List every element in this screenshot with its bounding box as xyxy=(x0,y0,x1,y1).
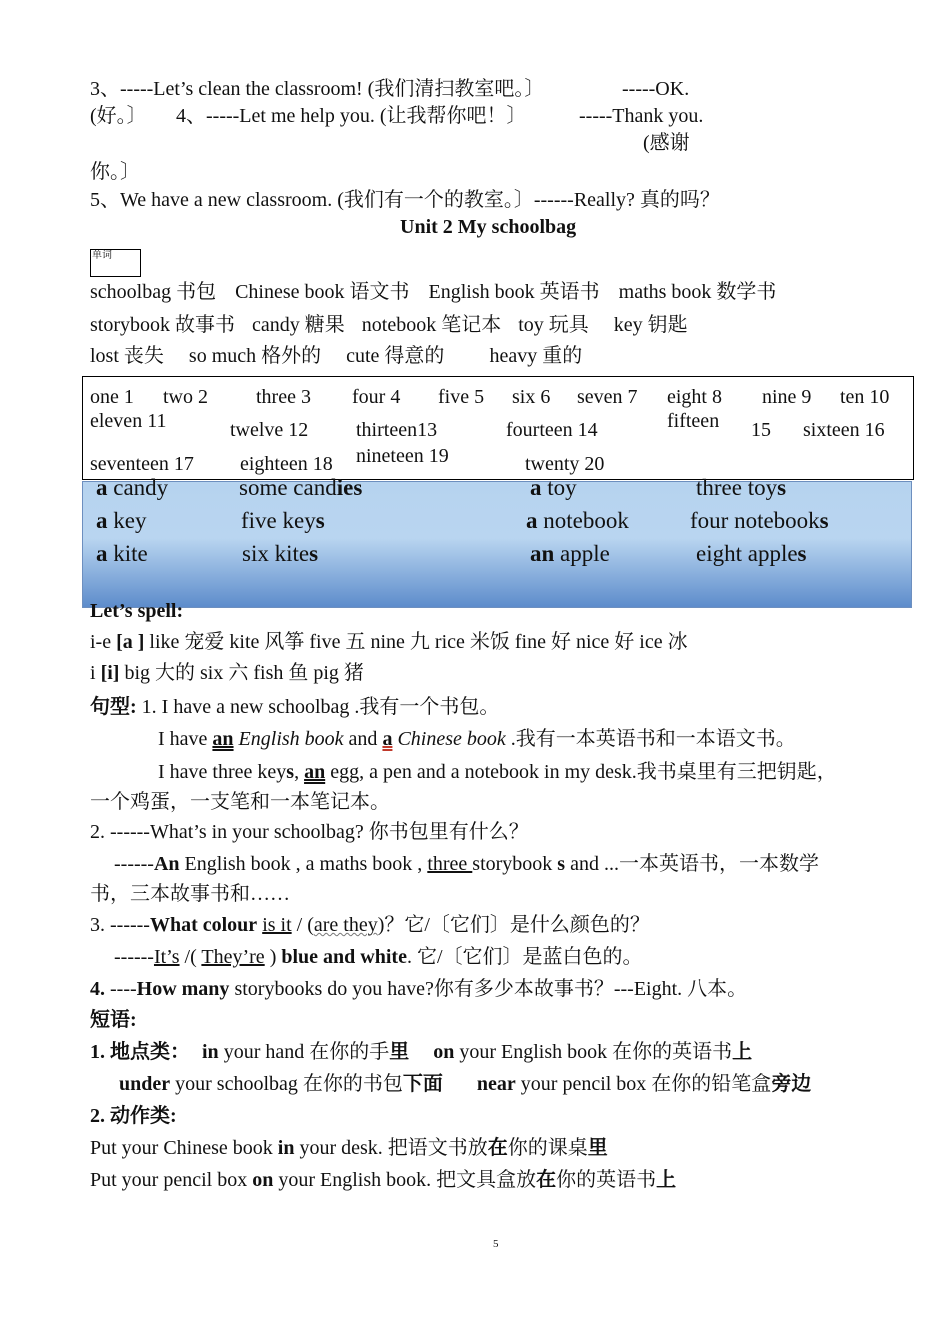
number-four: four 4 xyxy=(352,386,401,408)
vocab-tag-label: 单词 xyxy=(92,250,112,261)
text: 1. 地点类： xyxy=(90,1041,190,1063)
vocab-item: schoolbag 书包 xyxy=(90,281,217,303)
vocab-item: English book 英语书 xyxy=(428,281,600,303)
plural-ending: s xyxy=(797,541,807,566)
sentences-label: 句型: xyxy=(90,696,137,718)
singular-word: toy xyxy=(541,475,577,500)
text: ------ xyxy=(114,853,154,875)
text: 3. ------ xyxy=(90,914,150,936)
dialogue-3 xyxy=(90,77,544,101)
vocab-item: toy 玩具 xyxy=(518,314,589,336)
phrases-action-label: 2. 动作类: xyxy=(90,1105,177,1127)
plural-base: some cand xyxy=(239,475,337,500)
text: 你的英语书 xyxy=(556,1169,657,1191)
plural-ending: s xyxy=(552,853,566,875)
sentence-3-question xyxy=(90,913,650,937)
text: blue and white xyxy=(281,946,407,968)
text: )？它/〔它们〕是什么颜色的？ xyxy=(377,914,650,936)
vocab-item: maths book 数学书 xyxy=(618,281,777,303)
phrases-label: 短语: xyxy=(90,1009,137,1031)
plural-ending: s xyxy=(315,508,325,533)
text: 4. xyxy=(90,978,105,1000)
text: three xyxy=(427,853,473,875)
phrase-put-2 xyxy=(90,1168,676,1192)
dialogue-4-reply-cn-a: (感谢 xyxy=(643,132,690,154)
plural-form xyxy=(690,507,829,535)
plural-ending: ies xyxy=(336,475,363,500)
vocab-item: key 钥匙 xyxy=(613,314,688,336)
text: 下面 xyxy=(402,1073,443,1095)
plural-form xyxy=(696,540,807,568)
number-nineteen: nineteen 19 xyxy=(356,445,449,467)
text: your desk. 把语文书放 xyxy=(294,1137,488,1159)
spell-i-prefix: i xyxy=(90,662,101,684)
text: ---- xyxy=(105,978,137,1000)
singular-word: key xyxy=(107,508,147,533)
plural-ending: s xyxy=(819,508,829,533)
spell-ie-sound: [a ] xyxy=(116,631,145,653)
phrases-location-line-2 xyxy=(119,1072,811,1096)
plural-form xyxy=(241,507,325,535)
text: ) xyxy=(264,946,282,968)
text: /( xyxy=(179,946,202,968)
number-sixteen: sixteen 16 xyxy=(803,419,885,441)
spell-ie-prefix: i-e xyxy=(90,631,117,653)
plural-singular xyxy=(96,474,168,502)
text: How many xyxy=(136,978,230,1000)
plural-base: six kite xyxy=(242,541,310,566)
text: 里 xyxy=(587,1137,608,1159)
plural-base: three toy xyxy=(696,475,778,500)
text: .我有一本英语书和一本语文书。 xyxy=(505,728,796,750)
number-two: two 2 xyxy=(163,386,208,408)
dialogue-5: 5、We have a new classroom. (我们有一个的教室。〕------Really? 真的吗？ xyxy=(90,189,720,211)
text: in xyxy=(202,1041,219,1063)
text: It’s xyxy=(153,946,180,968)
text: ------ xyxy=(114,946,154,968)
text: English book xyxy=(233,728,344,750)
sentence-2-question: 2. ------What’s in your schoolbag? 你书包里有什么？ xyxy=(90,821,529,843)
text: egg, a pen and a notebook in my desk.我书桌里有三把钥匙， xyxy=(325,761,837,783)
text: 你的课桌 xyxy=(507,1137,588,1159)
text: 上 xyxy=(732,1041,753,1063)
dialogue-3-text: 3、-----Let’s clean the classroom! (我们清扫教室吧。〕 xyxy=(90,78,545,100)
vocab-item: notebook 笔记本 xyxy=(361,314,502,336)
vocab-line-2 xyxy=(90,313,688,337)
spell-i-line xyxy=(90,661,364,685)
vocab-item: Chinese book 语文书 xyxy=(235,281,410,303)
text: 在 xyxy=(536,1169,557,1191)
article: an xyxy=(530,541,555,566)
spell-ie-line xyxy=(90,630,688,654)
text: on xyxy=(433,1041,455,1063)
singular-word: apple xyxy=(554,541,610,566)
vocab-line-3 xyxy=(90,344,582,368)
spell-title: Let’s spell: xyxy=(90,600,184,622)
plural-form xyxy=(242,540,318,568)
number-nine: nine 9 xyxy=(762,386,812,408)
text: and ...一本英语书，一本数学 xyxy=(565,853,819,875)
vocab-line-1 xyxy=(90,280,776,304)
dialogue-4: 4、-----Let me help you. (让我帮你吧！〕 xyxy=(176,105,527,127)
sentence-2-answer xyxy=(114,852,819,876)
text: is it xyxy=(262,914,292,936)
plural-ending: s xyxy=(286,761,295,783)
article: a xyxy=(96,508,108,533)
text: your pencil box 在你的铅笔盒 xyxy=(515,1073,772,1095)
plural-singular xyxy=(526,507,629,535)
sentence-1c xyxy=(158,760,837,784)
text: your hand 在你的手 xyxy=(218,1041,390,1063)
text: I have three key xyxy=(158,761,287,783)
text: storybooks do you have?你有多少本故事书？---Eight. 八本。 xyxy=(229,978,748,1000)
spell-i-words: big 大的 six 六 fish 鱼 pig 猪 xyxy=(119,662,364,684)
number-seven: seven 7 xyxy=(577,386,638,408)
text: your English book. 把文具盒放 xyxy=(273,1169,537,1191)
number-twelve: twelve 12 xyxy=(230,419,309,441)
sentence-1 xyxy=(90,695,499,719)
text: 上 xyxy=(656,1169,677,1191)
text: Put your Chinese book xyxy=(90,1137,278,1159)
number-ten: ten 10 xyxy=(840,386,890,408)
number-eighteen: eighteen 18 xyxy=(240,453,333,475)
unit-title: Unit 2 My schoolbag xyxy=(400,216,577,238)
singular-word: kite xyxy=(107,541,148,566)
dialogue-4-reply: -----Thank you. xyxy=(579,105,704,127)
vocab-item: storybook 故事书 xyxy=(90,314,235,336)
plural-singular xyxy=(530,474,577,502)
article-an: an xyxy=(304,761,326,783)
spell-i-sound: [i] xyxy=(100,662,120,684)
vocab-tag-box xyxy=(90,249,141,277)
text: What colour xyxy=(149,914,258,936)
text: / ( xyxy=(291,914,314,936)
number-five: five 5 xyxy=(438,386,485,408)
article: a xyxy=(96,541,108,566)
vocab-item: cute 得意的 xyxy=(346,345,445,367)
plural-ending: s xyxy=(309,541,319,566)
article: a xyxy=(96,475,108,500)
text: in xyxy=(277,1137,295,1159)
text: English book , a maths book , xyxy=(179,853,428,875)
sentence-text: 1. I have a new schoolbag .我有一个书包。 xyxy=(136,696,500,718)
vocab-item: so much 格外的 xyxy=(188,345,322,367)
plural-singular xyxy=(96,507,146,535)
text: your English book 在你的英语书 xyxy=(454,1041,733,1063)
dialogue-3-reply: -----OK. xyxy=(622,78,690,100)
spell-ie-words: like 宠爱 kite 风筝 five 五 nine 九 rice 米饭 fine 好 nice 好 ice 冰 xyxy=(144,631,688,653)
text: Put your pencil box xyxy=(90,1169,253,1191)
plural-base: five key xyxy=(241,508,316,533)
plural-singular xyxy=(96,540,148,568)
number-fifteen-num: 15 xyxy=(751,419,771,441)
text: storybook xyxy=(472,853,553,875)
article-an: an xyxy=(212,728,234,750)
number-fifteen-word: fifteen xyxy=(667,410,720,432)
plural-base: four notebook xyxy=(690,508,820,533)
number-six: six 6 xyxy=(512,386,551,408)
number-twenty: twenty 20 xyxy=(525,453,605,475)
sentence-4 xyxy=(90,977,747,1001)
text: your schoolbag 在你的书包 xyxy=(170,1073,403,1095)
vocab-item: heavy 重的 xyxy=(489,345,583,367)
sentence-1c-cont: 一个鸡蛋，一支笔和一本笔记本。 xyxy=(90,791,390,813)
text: 里 xyxy=(389,1041,410,1063)
number-three: three 3 xyxy=(256,386,311,408)
plural-ending: s xyxy=(777,475,787,500)
sentence-1b xyxy=(158,727,796,751)
text: I have xyxy=(158,728,213,750)
number-fourteen: fourteen 14 xyxy=(506,419,598,441)
singular-word: candy xyxy=(107,475,169,500)
text: and xyxy=(343,728,383,750)
number-thirteen: thirteen13 xyxy=(356,419,438,441)
text: , xyxy=(294,761,305,783)
article: a xyxy=(530,475,542,500)
article-an: An xyxy=(153,853,180,875)
article: a xyxy=(526,508,538,533)
text: on xyxy=(252,1169,274,1191)
phrase-put-1 xyxy=(90,1136,608,1160)
dialogue-4-reply-cn-b: 你。〕 xyxy=(90,161,140,183)
text: They’re xyxy=(201,946,265,968)
number-seventeen: seventeen 17 xyxy=(90,453,194,475)
number-one: one 1 xyxy=(90,386,134,408)
singular-word: notebook xyxy=(537,508,629,533)
sentence-3-answer xyxy=(114,945,643,969)
plural-form xyxy=(696,474,786,502)
dialogue-3-reply-cn: (好。〕 xyxy=(90,105,147,127)
text: Chinese book xyxy=(392,728,506,750)
phrases-location-line-1 xyxy=(90,1040,752,1064)
text: . 它/〔它们〕是蓝白色的。 xyxy=(406,946,643,968)
plural-form xyxy=(239,474,362,502)
text: are they xyxy=(313,914,378,936)
number-eight: eight 8 xyxy=(667,386,722,408)
vocab-item: candy 糖果 xyxy=(252,314,345,336)
sentence-2-answer-cont: 书，三本故事书和…… xyxy=(90,883,290,905)
vocab-item: lost 丧失 xyxy=(90,345,164,367)
text: 旁边 xyxy=(771,1073,812,1095)
text: under xyxy=(119,1073,171,1095)
text: near xyxy=(476,1073,516,1095)
plural-base: eight apple xyxy=(696,541,798,566)
number-eleven: eleven 11 xyxy=(90,410,167,432)
text: 在 xyxy=(487,1137,508,1159)
plural-singular xyxy=(530,540,610,568)
article-a: a xyxy=(382,728,393,750)
page-number: 5 xyxy=(493,1238,499,1250)
